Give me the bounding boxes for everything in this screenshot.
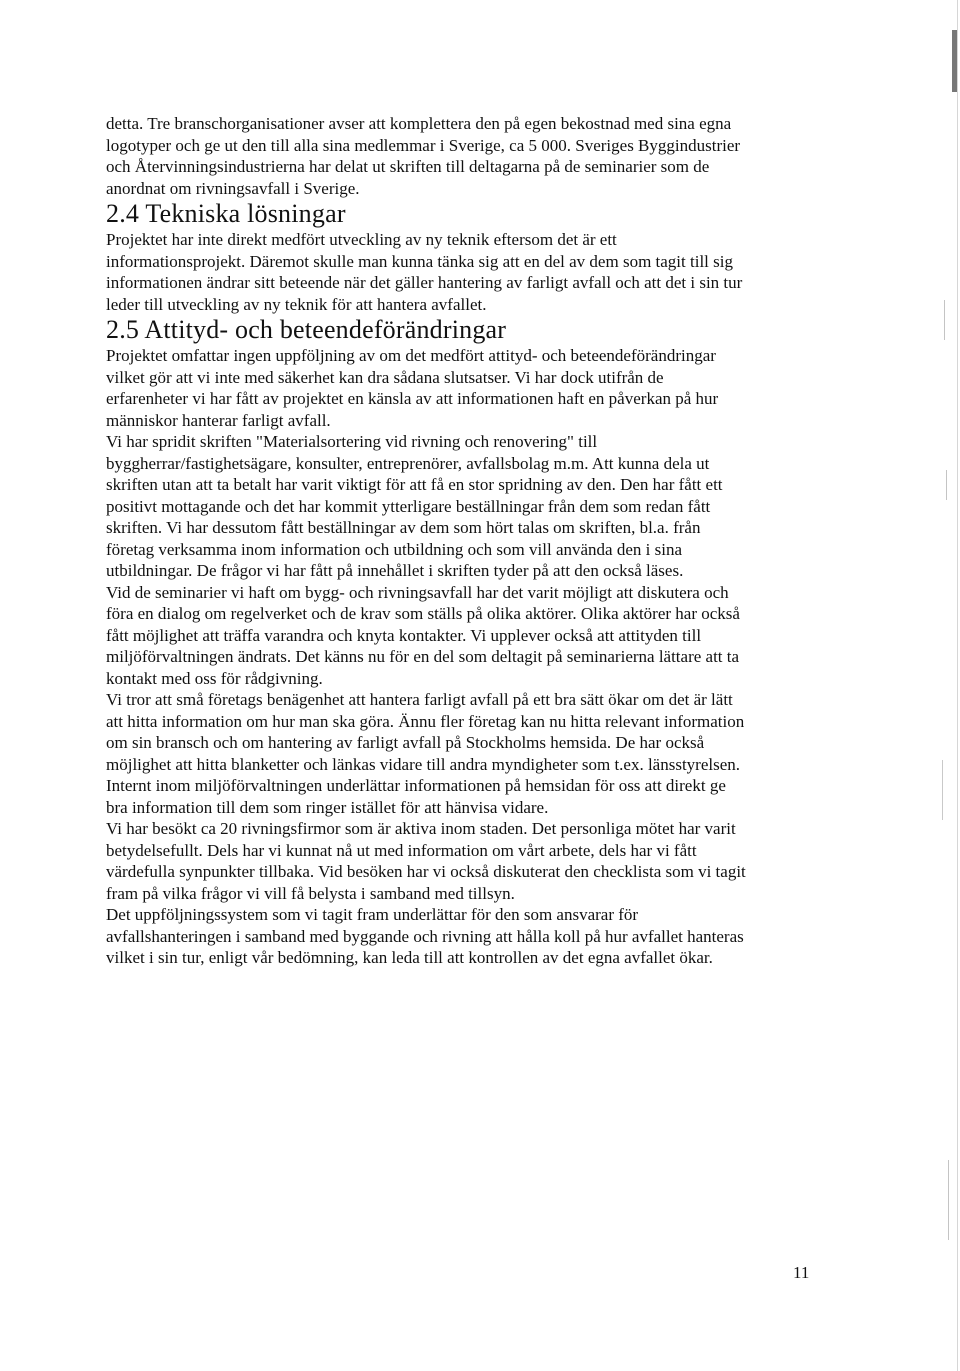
section-2-5-paragraph-5: Vi har besökt ca 20 rivningsfirmor som är aktiva inom staden. Det personliga mötet har varit betydelsefullt. Dels har vi kunnat nå ut med information om vårt arbete, dels har vi fått värdefulla synpunkter tillbaka. Vid besöken har vi också diskuterat den checklista som vi tagit fram på vilka frågor vi vill få belysta i samband med tillsyn. <box>106 819 746 903</box>
scan-edge-artifacts <box>930 0 960 1371</box>
page-content <box>106 113 828 969</box>
page-number: 11 <box>793 1263 810 1282</box>
section-2-5-paragraph-2: Vi har spridit skriften "Materialsortering vid rivning och renovering" till byggherrar/fastighetsägare, konsulter, entreprenörer, avfallsbolag m.m. Att kunna dela ut skriften utan att ta betalt har varit viktigt för att få en stor spridning av den. Den har fått ett positivt mottagande och det har kommit ytterligare beställningar från dem som redan fått skriften. Vi har dessutom fått beställningar av dem som hört talas om skriften, bl.a. från företag verksamma inom information och utbildning och som vill använda den i sina utbildningar. De frågor vi har fått på innehållet i skriften tyder på att den också läses. <box>106 432 723 580</box>
section-2-5-paragraph-4: Vi tror att små företags benägenhet att hantera farligt avfall på ett bra sätt ökar om det är lätt att hitta information om hur man ska göra. Ännu fler företag kan nu hitta relevant information om sin bransch och om hantering av farligt avfall på Stockholms hemsida. De har också möjlighet att hitta blanketter och länkas vidare till andra myndigheter som t.ex. länsstyrelsen. Internt inom miljöförvaltningen underlättar informationen på hemsidan för oss att direkt ge bra information till dem som ringer istället för att hänvisa vidare. <box>106 690 745 817</box>
section-heading-2-5: 2.5 Attityd- och beteendeförändringar <box>106 315 507 344</box>
section-2-5-paragraph-6: Det uppföljningssystem som vi tagit fram underlättar för den som ansvarar för avfallshanteringen i samband med byggande och rivning att hålla koll på hur avfallet hanteras vilket i sin tur, enligt vår bedömning, kan leda till att kontrollen av det egna avfallet ökar. <box>106 905 744 967</box>
section-2-5-paragraph-1: Projektet omfattar ingen uppföljning av om det medfört attityd- och beteendeförändringar vilket gör att vi inte med säkerhet kan dra sådana slutsatser. Vi har dock utifrån de erfarenheter vi har fått av projektet en känsla av att informationen haft en påverkan på hur människor hanterar farligt avfall. <box>106 346 719 430</box>
section-2-5-paragraph-3: Vid de seminarier vi haft om bygg- och rivningsavfall har det varit möjligt att diskutera och föra en dialog om regelverket och de krav som ställs på olika aktörer. Olika aktörer har också fått möjlighet att träffa varandra och knyta kontakter. Vi upplever också att attityden till miljöförvaltningen ändrats. Det känns nu för en del som deltagit på seminarierna lättare att ta kontakt med oss för rådgivning. <box>106 582 740 688</box>
section-heading-2-4: 2.4 Tekniska lösningar <box>106 199 346 228</box>
intro-paragraph: detta. Tre branschorganisationer avser att komplettera den på egen bekostnad med sina egna logotyper och ge ut den till alla sina medlemmar i Sverige, ca 5 000. Sveriges Byggindustrier och Återvinningsindustrierna har delat ut skriften till deltagarna på de seminarier som de anordnat om rivningsavfall i Sverige. <box>106 114 741 198</box>
section-2-4-paragraph: Projektet har inte direkt medfört utveckling av ny teknik eftersom det är ett informationsprojekt. Däremot skulle man kunna tänka sig att en del av dem som tagit till sig informationen ändrar sitt beteende när det gäller hantering av farligt avfall och att det i sin tur leder till utveckling av ny teknik för att hantera avfallet. <box>106 230 743 314</box>
